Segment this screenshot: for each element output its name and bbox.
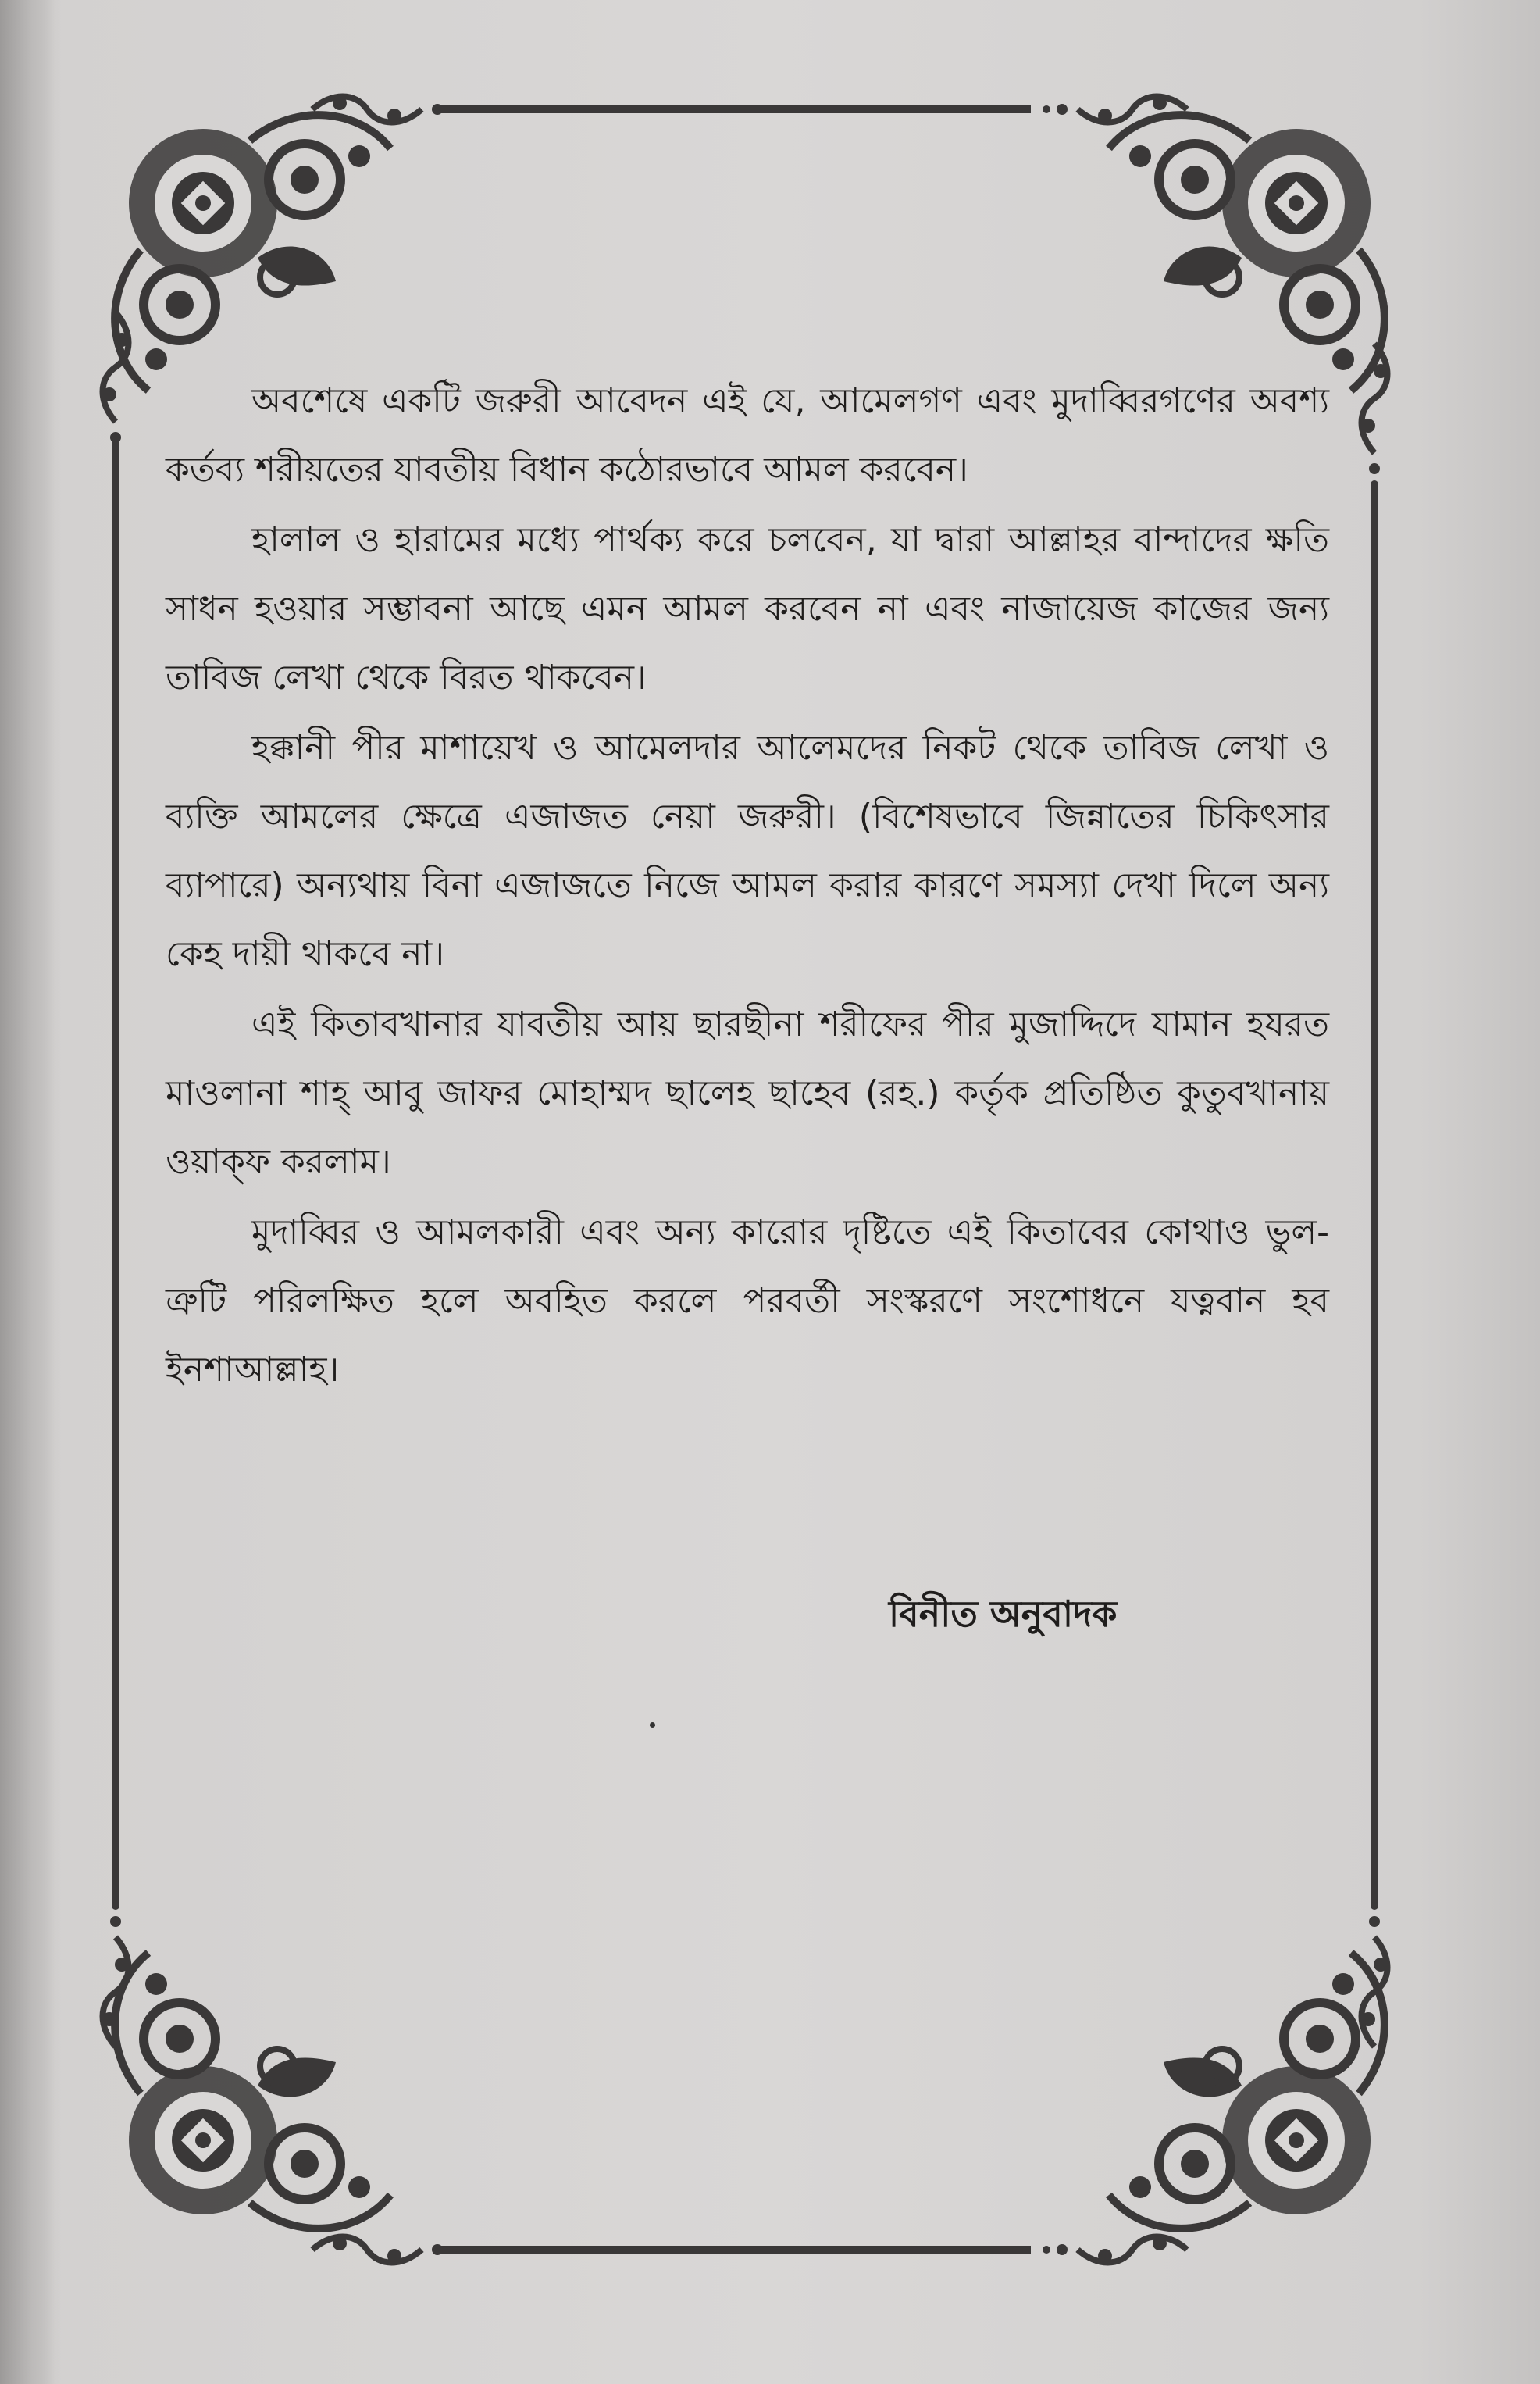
paragraph-2: হালাল ও হারামের মধ্যে পার্থক্য করে চলবেন, যা দ্বারা আল্লাহর বান্দাদের ক্ষতি সাধন হওয়ার সম্ভাবনা আছে এমন আমল করবেন না এবং নাজায়েজ কাজের জন্য তাবিজ লেখা থেকে বিরত থাকবেন। <box>166 520 1329 698</box>
flourish-icon <box>1043 2236 1187 2263</box>
paragraph-4: এই কিতাবখানার যাবতীয় আয় ছারছীনা শরীফের পীর মুজাদ্দিদে যামান হযরত মাওলানা শাহ্ আবু জাফর মোহাম্মদ ছালেহ ছাহেব (রহ.) কর্তৃক প্রতিষ্ঠিত কুতুবখানায় ওয়াক্ফ করলাম। <box>166 1005 1329 1182</box>
body-text <box>166 367 1329 1406</box>
signature: বিনীত অনুবাদক <box>889 1593 1118 1635</box>
flourish-icon <box>312 2236 457 2263</box>
corner-ornament-icon <box>1109 1953 1385 2229</box>
corner-ornament-icon <box>1109 115 1385 391</box>
paragraph-1: অবশেষে একটি জরুরী আবেদন এই যে, আমেলগণ এবং মুদাব্বিরগণের অবশ্য কর্তব্য শরীয়তের যাবতীয় বিধান কঠোরভাবে আমল করবেন। <box>166 381 1329 490</box>
paragraph-5: মুদাব্বির ও আমলকারী এবং অন্য কারোর দৃষ্টিতে এই কিতাবের কোথাও ভুল-ত্রুটি পরিলক্ষিত হলে অবহিত করলে পরবর্তী সংস্করণে সংশোধনে যত্নবান হব ইনশাআল্লাহ। <box>166 1212 1329 1390</box>
ink-dot <box>650 1722 655 1728</box>
corner-ornament-icon <box>115 115 390 391</box>
corner-ornament-icon <box>115 1953 390 2229</box>
paragraph-3: হক্কানী পীর মাশায়েখ ও আমেলদার আলেমদের নিকট থেকে তাবিজ লেখা ও ব্যক্তি আমলের ক্ষেত্রে এজাজত নেয়া জরুরী। (বিশেষভাবে জিন্নাতের চিকিৎসার ব্যাপারে) অন্যথায় বিনা এজাজতে নিজে আমল করার কারণে সমস্যা দেখা দিলে অন্য কেহ দায়ী থাকবে না। <box>166 728 1329 974</box>
